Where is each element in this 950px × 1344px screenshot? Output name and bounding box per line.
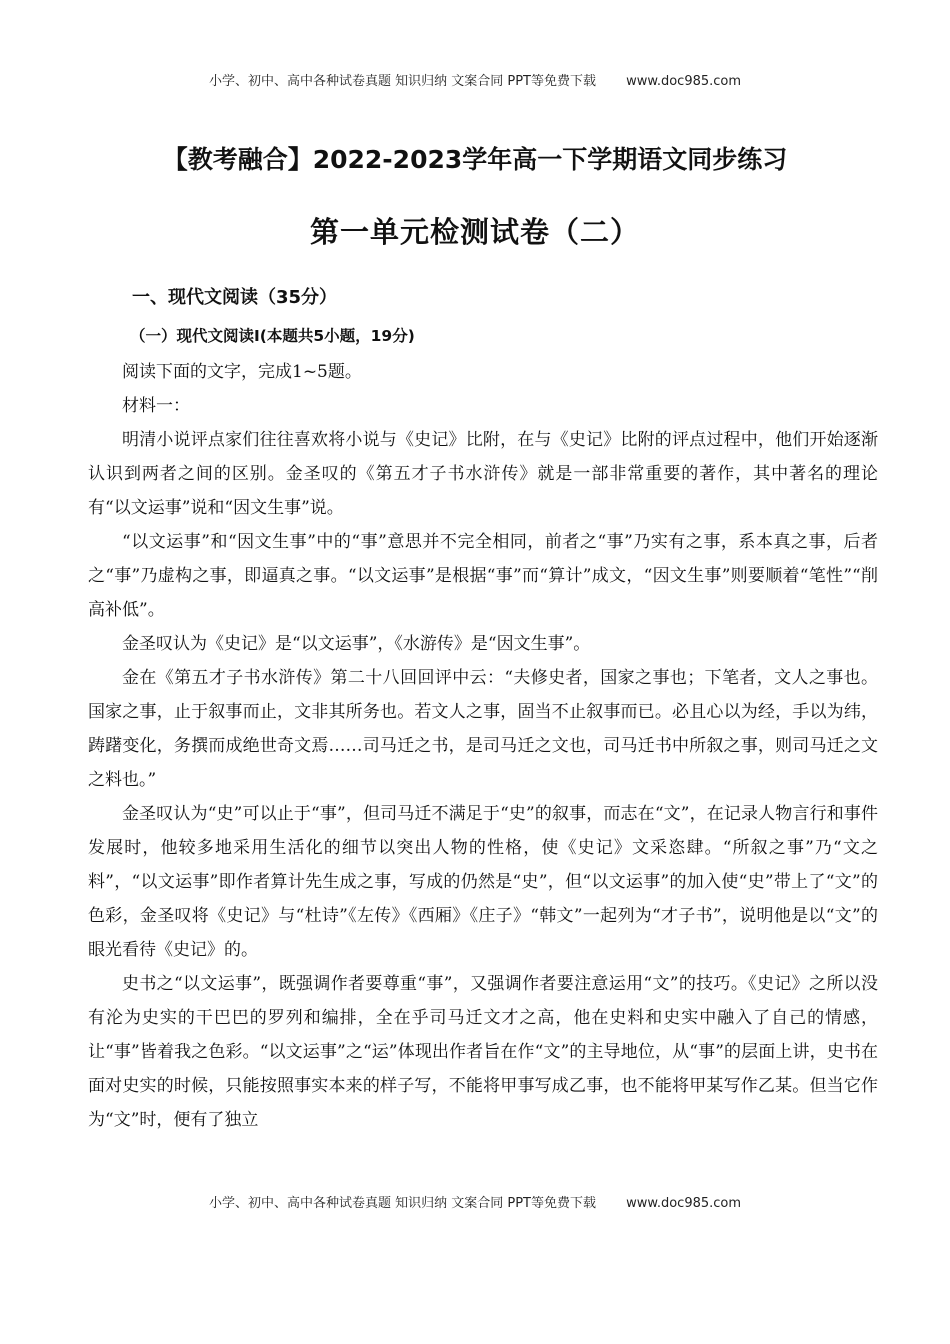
instruction-paragraph: 阅读下面的文字，完成1~5题。: [122, 362, 362, 382]
header-url-link[interactable]: www.doc985.com: [626, 74, 742, 89]
material-label: 材料一：: [122, 396, 190, 416]
passage-paragraph: 金圣叹认为《史记》是“以文运事”，《水游传》是“因文生事”。: [122, 634, 591, 654]
footer-text: 小学、初中、高中各种试卷真题 知识归纳 文案合同 PPT等免费下载: [208, 1196, 596, 1211]
passage-paragraph: 金在《第五才子书水浒传》第二十八回回评中云：“夫修史者，国家之事也；下笔者，文人之事也。国家之事，止于叙事而止，文非其所务也。若文人之事，固当不止叙事而已。必且心以为经，手以为纬，踌躇变化，务撰而成绝世奇文焉……司马迁之书，是司马迁之文也，司马迁书中所叙之事，则司马迁之文之料也。”: [88, 668, 878, 790]
page-header: [0, 70, 950, 89]
section-heading: 一、现代文阅读（35分）: [132, 287, 338, 308]
passage-paragraph: “以文运事”和“因文生事”中的“事”意思并不完全相同，前者之“事”乃实有之事，系本真之事，后者之“事”乃虚构之事，即逼真之事。“以文运事”是根据“事”而“算计”成文，“因文生事”则要顺着“笔性”“削高补低”。: [88, 532, 878, 620]
subsection-heading: （一）现代文阅读Ⅰ(本题共5小题，19分): [130, 327, 415, 345]
document-subtitle: 第一单元检测试卷（二）: [309, 215, 640, 249]
header-text: 小学、初中、高中各种试卷真题 知识归纳 文案合同 PPT等免费下载: [208, 74, 596, 89]
passage-paragraph: 史书之“以文运事”，既强调作者要尊重“事”，又强调作者要注意运用“文”的技巧。《史记》之所以没有沦为史实的干巴巴的罗列和编排，全在乎司马迁文才之高，他在史料和史实中融入了自己的情感，让“事”皆着我之色彩。“以文运事”之“运”体现出作者旨在作“文”的主导地位，从“事”的层面上讲，史书在面对史实的时候，只能按照事实本来的样子写，不能将甲事写成乙事，也不能将甲某写作乙某。但当它作为“文”时，便有了独立: [88, 974, 878, 1130]
reading-passage: [88, 355, 878, 1137]
page-footer: [0, 1192, 950, 1211]
document-title: 【教考融合】2022-2023学年高一下学期语文同步练习: [162, 145, 788, 174]
passage-paragraph: 金圣叹认为“史”可以止于“事”，但司马迁不满足于“史”的叙事，而志在“文”，在记录人物言行和事件发展时，他较多地采用生活化的细节以突出人物的性格，使《史记》文采恣肆。“所叙之事”乃“文之料”，“以文运事”即作者算计先生成之事，写成的仍然是“史”，但“以文运事”的加入使“史”带上了“文”的色彩，金圣叹将《史记》与“杜诗”《左传》《西厢》《庄子》“韩文”一起列为“才子书”，说明他是以“文”的眼光看待《史记》的。: [88, 804, 878, 960]
footer-url-link[interactable]: www.doc985.com: [626, 1196, 742, 1211]
passage-paragraph: 明清小说评点家们往往喜欢将小说与《史记》比附，在与《史记》比附的评点过程中，他们开始逐渐认识到两者之间的区别。金圣叹的《第五才子书水浒传》就是一部非常重要的著作，其中著名的理论有“以文运事”说和“因文生事”说。: [88, 430, 878, 518]
